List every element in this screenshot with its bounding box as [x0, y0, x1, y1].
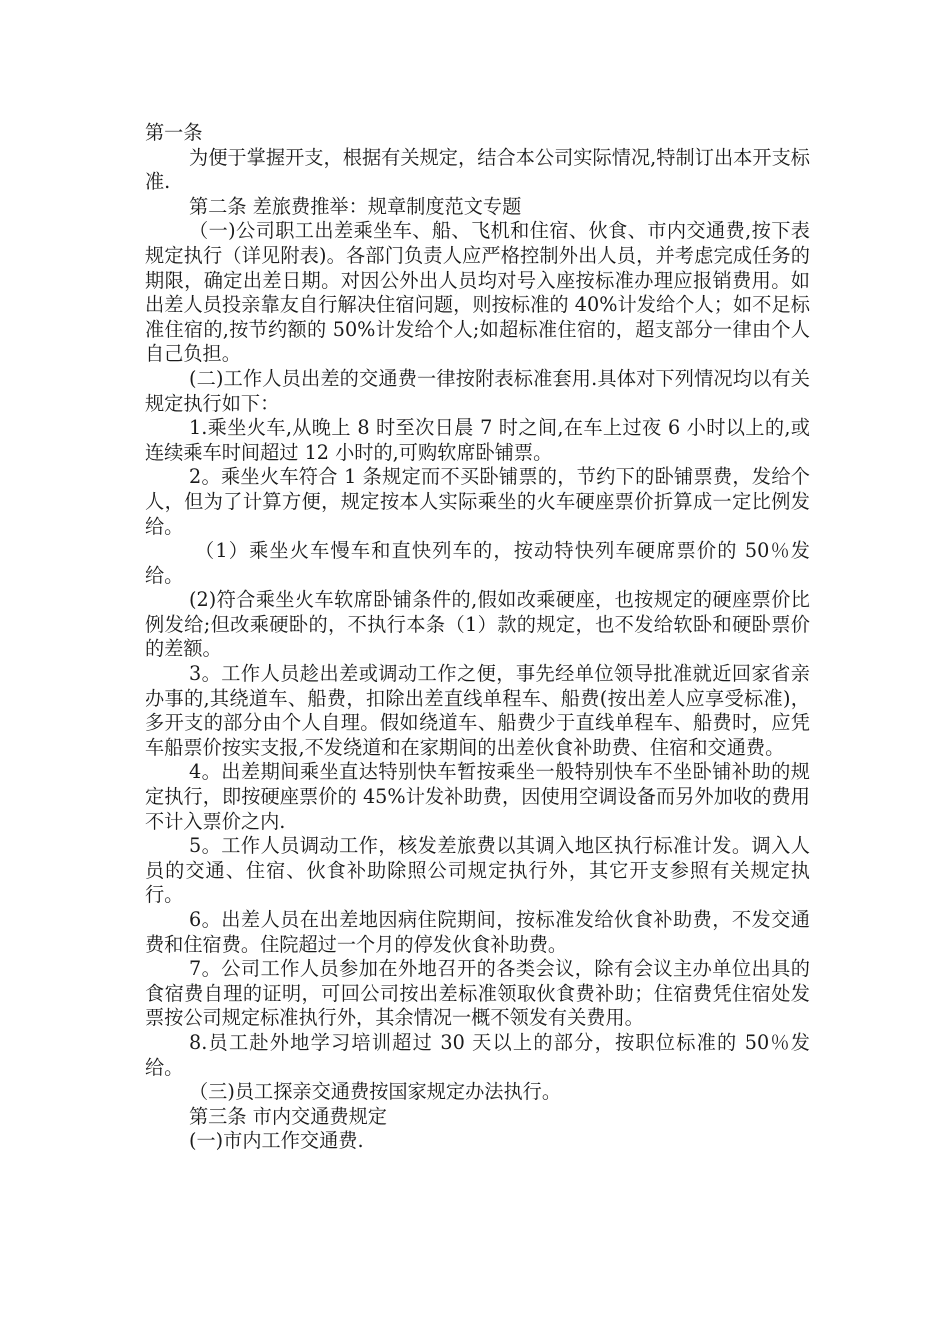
document-body	[145, 121, 810, 1154]
paragraph: 5。工作人员调动工作，核发差旅费以其调入地区执行标准计发。调入人员的交通、住宿、伙食补助除照公司规定执行外，其它开支参照有关规定执行。	[145, 834, 810, 907]
paragraph: 8.员工赴外地学习培训超过 30 天以上的部分，按职位标准的 50％发给。	[145, 1030, 810, 1079]
paragraph: 7。公司工作人员参加在外地召开的各类会议，除有会议主办单位出具的食宿费自理的证明，可回公司按出差标准领取伙食费补助；住宿费凭住宿处发票按公司规定标准执行外，其余情况一概不领发有关费用。	[145, 957, 810, 1030]
paragraph: 4。出差期间乘坐直达特别快车暂按乘坐一般特别快车不坐卧铺补助的规定执行，即按硬座票价的 45%计发补助费，因使用空调设备而另外加收的费用不计入票价之内.	[145, 760, 810, 833]
paragraph: 3。工作人员趁出差或调动工作之便，事先经单位领导批准就近回家省亲办事的,其绕道车、船费，扣除出差直线单程车、船费(按出差人应享受标准)，多开支的部分由个人自理。假如绕道车、船费少于直线单程车、船费时，应凭车船票价按实支报,不发绕道和在家期间的出差伙食补助费、住宿和交通费。	[145, 662, 810, 759]
article-heading: 第二条 差旅费推举：规章制度范文专题	[189, 194, 522, 218]
paragraph: (2)符合乘坐火车软席卧铺条件的,假如改乘硬座，也按规定的硬座票价比例发给;但改乘硬卧的，不执行本条（1）款的规定，也不发给软卧和硬卧票价的差额。	[145, 588, 810, 661]
paragraph: 为便于掌握开支，根据有关规定，结合本公司实际情况,特制订出本开支标准.	[145, 145, 810, 194]
paragraph: 1.乘坐火车,从晚上 8 时至次日晨 7 时之间,在车上过夜 6 小时以上的,或连续乘车时间超过 12 小时的,可购软席卧铺票。	[145, 416, 810, 464]
paragraph: 2。乘坐火车符合 1 条规定而不买卧铺票的，节约下的卧铺票费，发给个人，但为了计算方便，规定按本人实际乘坐的火车硬座票价折算成一定比例发给。	[145, 465, 810, 538]
paragraph: 6。出差人员在出差地因病住院期间，按标准发给伙食补助费，不发交通费和住宿费。住院超过一个月的停发伙食补助费。	[145, 908, 810, 956]
paragraph: (一)市内工作交通费.	[189, 1129, 364, 1153]
article-heading: 第一条	[145, 121, 203, 144]
paragraph: （三)员工探亲交通费按国家规定办法执行。	[189, 1080, 562, 1104]
paragraph: （一)公司职工出差乘坐车、船、飞机和住宿、伙食、市内交通费,按下表规定执行（详见附表)。各部门负责人应严格控制外出人员，并考虑完成任务的期限，确定出差日期。对因公外出人员均对号入座按标准办理应报销费用。如出差人员投亲靠友自行解决住宿问题，则按标准的 40%计发给个人；如不足标准住宿的,按节约额的 50%计发给个人;如超标准住宿的，超支部分一律由个人自己负担。	[145, 219, 810, 366]
article-heading: 第三条 市内交通费规定	[189, 1104, 387, 1128]
paragraph: （1）乘坐火车慢车和直快列车的，按动特快列车硬席票价的 50％发给。	[145, 539, 810, 587]
paragraph: (二)工作人员出差的交通费一律按附表标准套用.具体对下列情况均以有关规定执行如下：	[145, 366, 810, 415]
